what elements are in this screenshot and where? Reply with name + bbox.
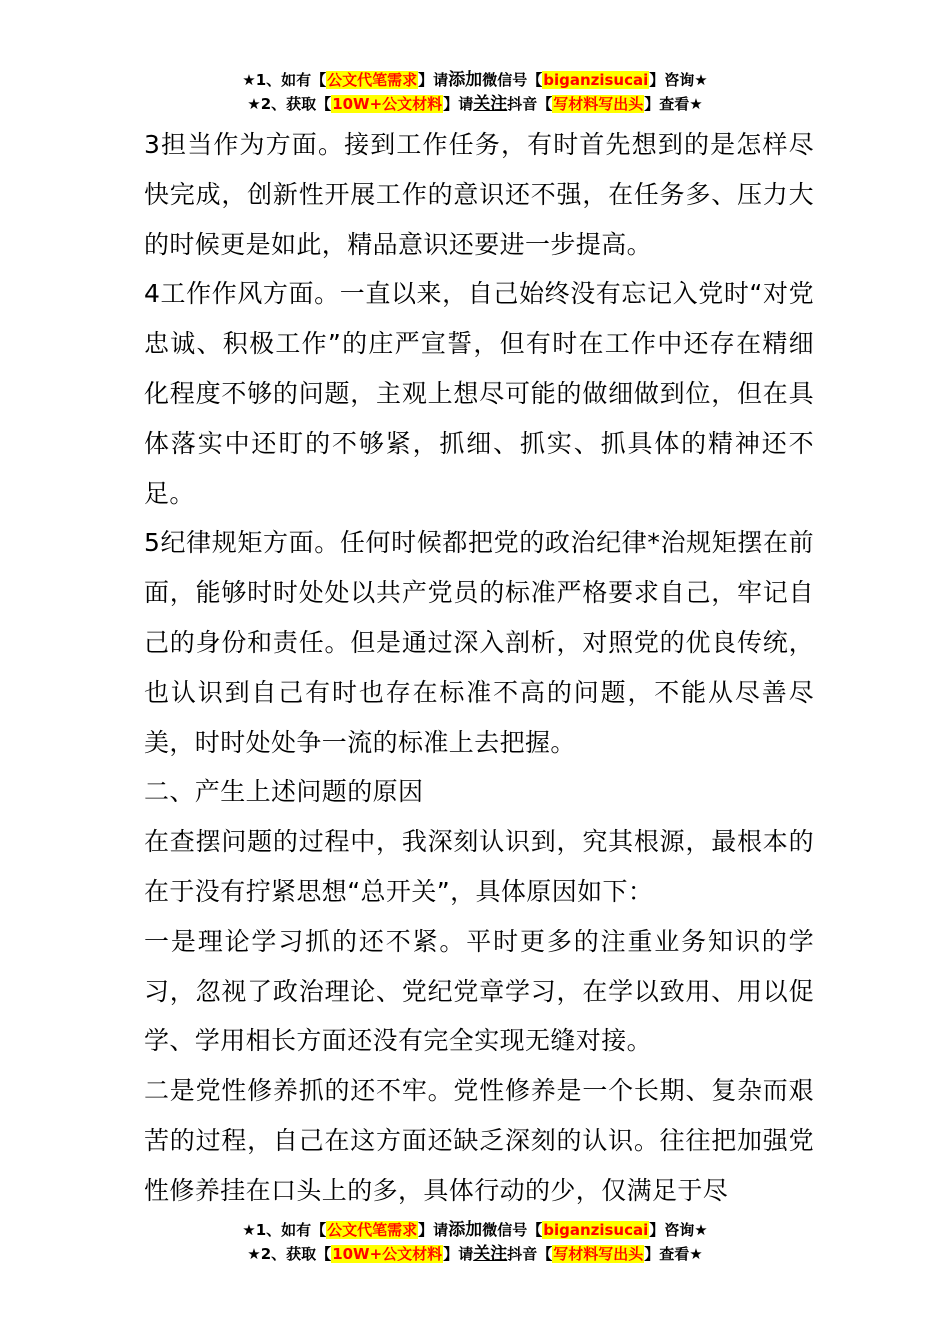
highlight-service: 公文代笔需求 <box>327 71 418 89</box>
promo-line-2: ★2、获取【10W+公文材料】请关注抖音【写材料写出头】查看★ <box>247 94 703 114</box>
highlight-materials: 10W+公文材料 <box>332 95 443 113</box>
paragraph-theory-study: 一是理论学习抓的还不紧。平时更多的注重业务知识的学习，忽视了政治理论、党纪党章学习，在学以致用、用以促学、学用相长方面还没有完全实现无缝对接。 <box>144 926 814 1056</box>
paragraph-causes-intro: 在查摆问题的过程中，我深刻认识到，究其根源，最根本的在于没有拧紧思想“总开关”，具体原因如下： <box>144 827 814 906</box>
paragraph-responsibility: 3担当作为方面。接到工作任务，有时首先想到的是怎样尽快完成，创新性开展工作的意识还不强，在任务多、压力大的时候更是如此，精品意识还要进一步提高。 <box>144 130 814 259</box>
highlight-service: 公文代笔需求 <box>327 1221 418 1239</box>
paragraph-work-style: 4工作作风方面。一直以来，自己始终没有忘记入党时“对党忠诚、积极工作”的庄严宣誓，但有时在工作中还存在精细化程度不够的问题，主观上想尽可能的做细做到位，但在具体落实中还盯的不够紧，抓细、抓实、抓具体的精神还不足。 <box>144 279 814 508</box>
promo-line-1: ★1、如有【公文代笔需求】请添加微信号【biganzisucai】咨询★ <box>242 1220 708 1240</box>
document-body <box>144 120 814 1216</box>
promo-banner-bottom <box>0 1218 950 1266</box>
highlight-wechat-id: biganzisucai <box>543 1221 649 1239</box>
highlight-douyin: 写材料写出头 <box>553 1245 644 1263</box>
highlight-wechat-id: biganzisucai <box>543 71 649 89</box>
promo-line-1: ★1、如有【公文代笔需求】请添加微信号【biganzisucai】咨询★ <box>242 70 708 90</box>
highlight-materials: 10W+公文材料 <box>332 1245 443 1263</box>
promo-line-2: ★2、获取【10W+公文材料】请关注抖音【写材料写出头】查看★ <box>247 1244 703 1264</box>
section-heading-causes: 二、产生上述问题的原因 <box>144 777 424 807</box>
paragraph-discipline: 5纪律规矩方面。任何时候都把党的政治纪律*治规矩摆在前面，能够时时处处以共产党员的标准严格要求自己，牢记自己的身份和责任。但是通过深入剖析，对照党的优良传统，也认识到自己有时也存在标准不高的问题，不能从尽善尽美，时时处处争一流的标准上去把握。 <box>144 528 814 757</box>
highlight-douyin: 写材料写出头 <box>553 95 644 113</box>
promo-banner-top <box>0 68 950 116</box>
paragraph-party-spirit: 二是党性修养抓的还不牢。党性修养是一个长期、复杂而艰苦的过程，自己在这方面还缺乏深刻的认识。往往把加强党性修养挂在口头上的多，具体行动的少，仅满足于尽 <box>144 1076 814 1205</box>
